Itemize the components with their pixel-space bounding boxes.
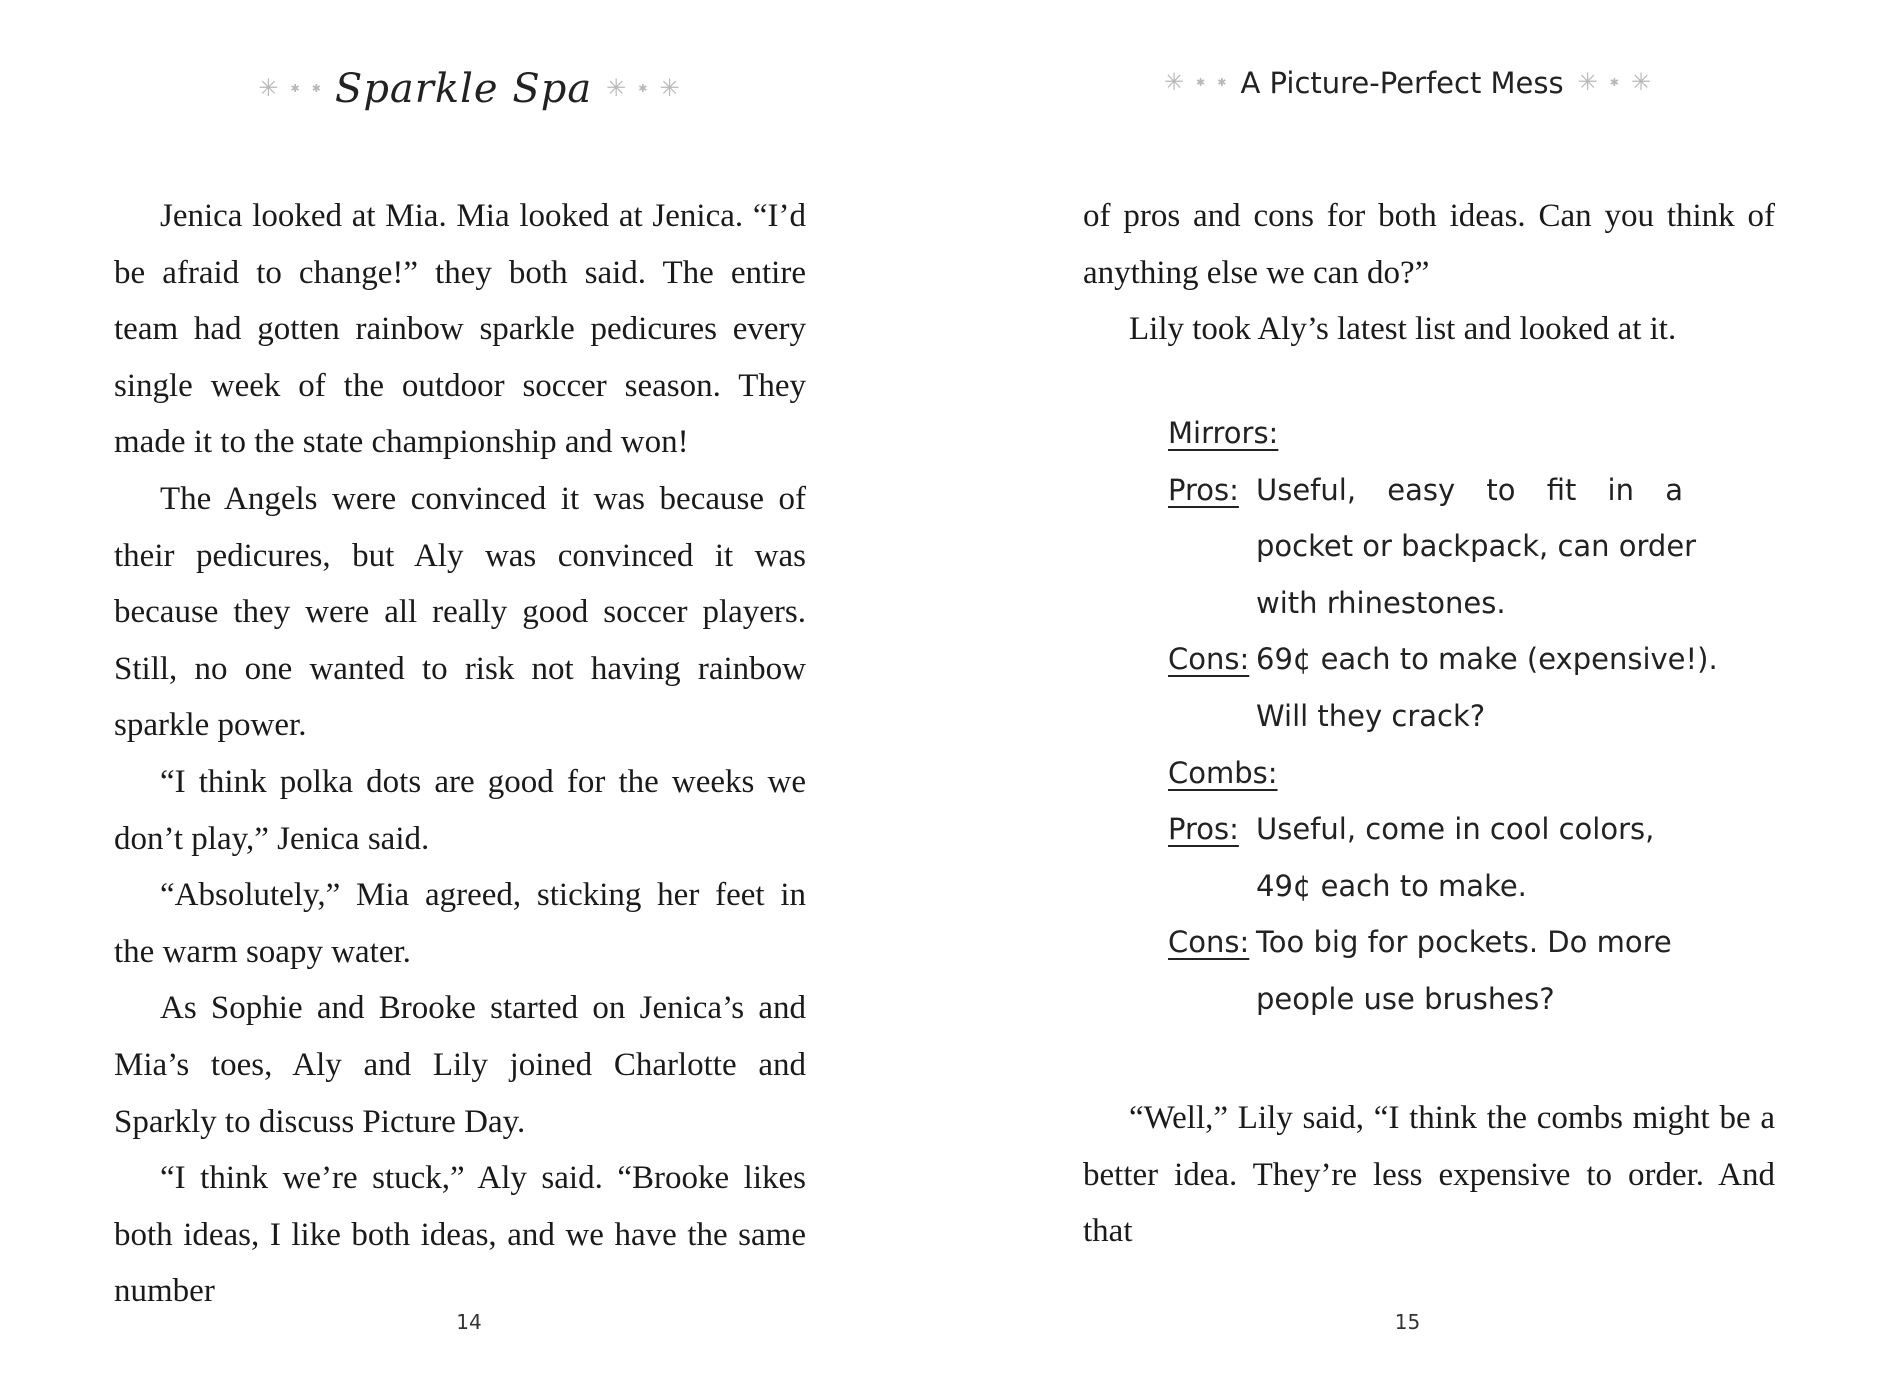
pros-label: Pros: [1168, 812, 1239, 847]
sparkle-icon: ✳ [659, 76, 680, 102]
sparkle-icon: ✳ [1163, 70, 1185, 96]
list-line: 49¢ each to make. [1256, 868, 1527, 903]
list-line: people use brushes? [1256, 981, 1555, 1016]
sparkle-icon: ✱ [290, 82, 300, 95]
paragraph: Jenica looked at Mia. Mia looked at Jenica. “I’d be afraid to change!” they both said. The entire team had gotten rainbow sparkle pedicures every single week of the outdoor soccer season. They made it to the state championship and won! [114, 198, 806, 461]
paragraph: “Well,” Lily said, “I think the combs might be a better idea. They’re less expensive to order. And that [1083, 1100, 1775, 1250]
right-header-stars-before [1164, 71, 1227, 95]
list-heading-mirrors: Mirrors: [1168, 416, 1279, 450]
list-line: Useful, easy to fit in a [1256, 472, 1683, 507]
running-title: A Picture-Perfect Mess [1240, 66, 1564, 100]
sparkle-icon: ✱ [638, 82, 648, 95]
paragraph: “I think we’re stuck,” Aly said. “Brooke likes both ideas, I like both ideas, and we have the same number [114, 1160, 806, 1310]
paragraph: Lily took Aly’s latest list and looked at it. [1129, 311, 1677, 348]
mirrors-pros [1168, 462, 1728, 632]
list-line: pocket or backpack, can order [1256, 529, 1697, 564]
list-line: 69¢ each to make (expensive!). [1256, 642, 1718, 677]
right-page [938, 0, 1877, 1396]
page-number: 15 [1394, 1310, 1421, 1334]
running-title: Sparkle Spa [334, 66, 593, 112]
cons-label: Cons: [1168, 642, 1250, 677]
pros-label: Pros: [1168, 472, 1239, 507]
right-body-text-top [1083, 188, 1775, 358]
sparkle-icon: ✱ [1609, 76, 1619, 89]
paragraph: As Sophie and Brooke started on Jenica’s and Mia’s toes, Aly and Lily joined Charlotte and Sparkly to discuss Picture Day. [114, 990, 806, 1140]
list-line: Will they crack? [1256, 698, 1486, 733]
right-body-text-bottom [1083, 1090, 1775, 1260]
sparkle-icon: ✱ [311, 82, 321, 95]
right-header-stars-after [1578, 71, 1651, 95]
page-number: 14 [456, 1310, 482, 1334]
left-running-header [0, 66, 938, 136]
sparkle-icon: ✱ [1196, 76, 1206, 89]
combs-pros [1168, 801, 1728, 914]
paragraph: The Angels were convinced it was because of their pedicures, but Aly was convinced it was because they were all really good soccer players. Still, no one wanted to risk not having rainbow sparkle power. [114, 480, 806, 744]
handwritten-list [1168, 405, 1728, 1028]
right-running-header [938, 66, 1877, 136]
left-page [0, 0, 938, 1396]
left-body-text [114, 188, 806, 1320]
list-heading-combs: Combs: [1168, 755, 1278, 790]
sparkle-icon: ✳ [1577, 70, 1598, 96]
paragraph: “Absolutely,” Mia agreed, sticking her feet in the warm soapy water. [114, 877, 806, 970]
list-line: Useful, come in cool colors, [1256, 812, 1655, 847]
list-line: with rhinestones. [1256, 585, 1506, 620]
mirrors-cons [1168, 631, 1728, 744]
paragraph: “I think polka dots are good for the weeks we don’t play,” Jenica said. [114, 763, 806, 857]
left-header-stars-after [606, 77, 679, 101]
left-header-stars-before [258, 77, 321, 101]
combs-cons [1168, 914, 1728, 1027]
sparkle-icon: ✳ [1630, 70, 1652, 96]
combs-section [1168, 745, 1728, 1028]
paragraph: of pros and cons for both ideas. Can you think of anything else we can do?” [1083, 198, 1775, 291]
cons-label: Cons: [1168, 925, 1250, 960]
mirrors-section [1168, 405, 1728, 745]
sparkle-icon: ✱ [1217, 76, 1227, 89]
sparkle-icon: ✳ [258, 76, 279, 102]
sparkle-icon: ✳ [606, 76, 627, 102]
list-line: Too big for pockets. Do more [1256, 925, 1672, 960]
